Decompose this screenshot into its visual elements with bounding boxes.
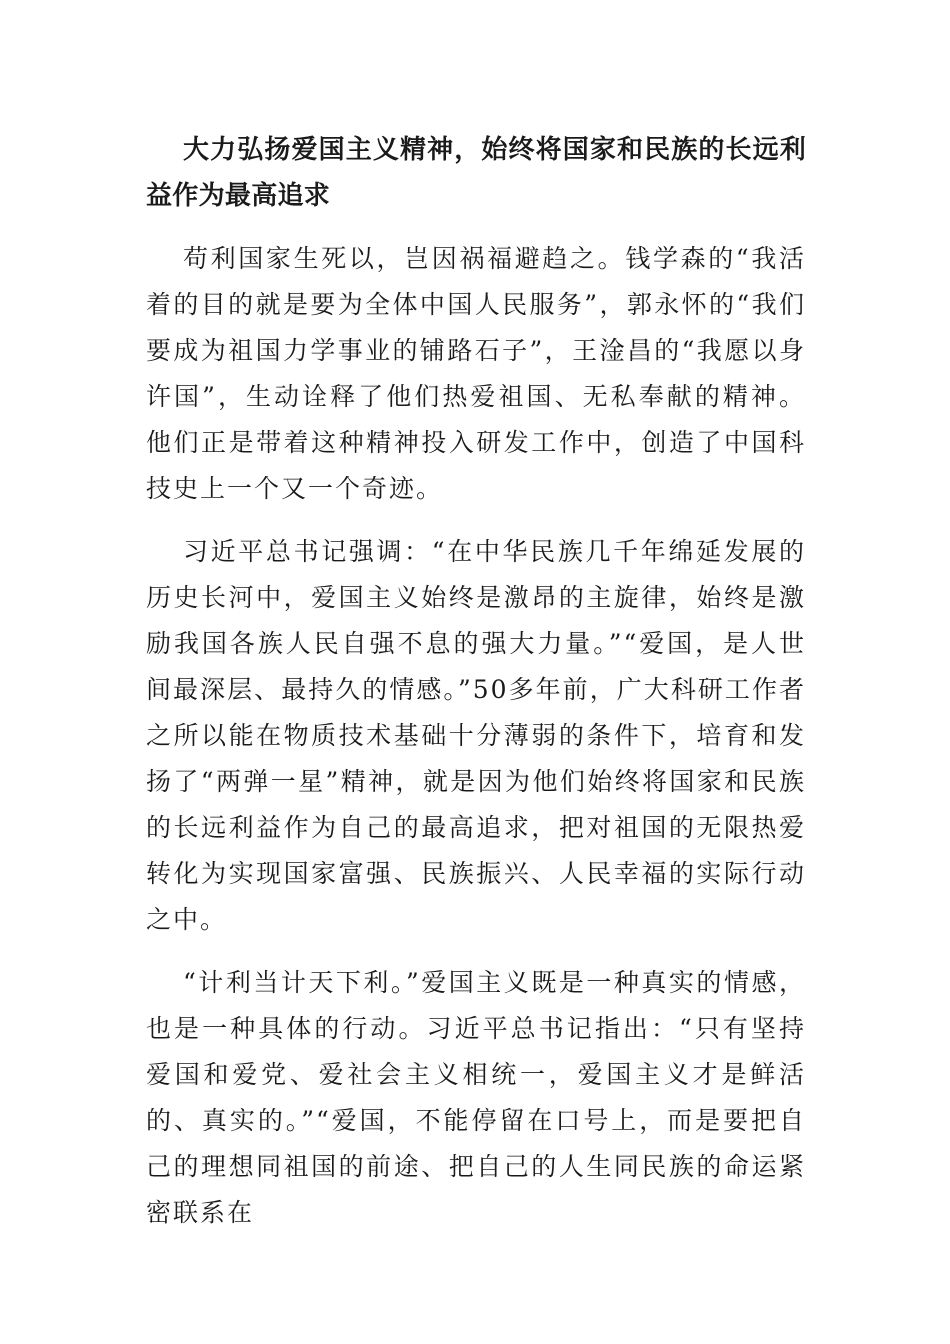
document-body — [146, 127, 806, 1236]
paragraph-2: 习近平总书记强调：“在中华民族几千年绵延发展的历史长河中，爱国主义始终是激昂的主旋律，始终是激励我国各族人民自强不息的强大力量。”“爱国，是人世间最深层、最持久的情感。”50多年前，广大科研工作者之所以能在物质技术基础十分薄弱的条件下，培育和发扬了“两弹一星”精神，就是因为他们始终将国家和民族的长远利益作为自己的最高追求，把对祖国的无限热爱转化为实现国家富强、民族振兴、人民幸福的实际行动之中。 — [146, 537, 806, 934]
section-heading: 大力弘扬爱国主义精神，始终将国家和民族的长远利益作为最高追求 — [146, 135, 806, 211]
paragraph-1: 苟利国家生死以，岂因祸福避趋之。钱学森的“我活着的目的就是要为全体中国人民服务”，郭永怀的“我们要成为祖国力学事业的铺路石子”，王淦昌的“我愿以身许国”，生动诠释了他们热爱祖国、无私奉献的精神。他们正是带着这种精神投入研发工作中，创造了中国科技史上一个又一个奇迹。 — [146, 244, 806, 503]
paragraph-3: “计利当计天下利。”爱国主义既是一种真实的情感，也是一种具体的行动。习近平总书记指出：“只有坚持爱国和爱党、爱社会主义相统一，爱国主义才是鲜活的、真实的。”“爱国，不能停留在口号上，而是要把自己的理想同祖国的前途、把自己的人生同民族的命运紧密联系在 — [146, 968, 806, 1227]
